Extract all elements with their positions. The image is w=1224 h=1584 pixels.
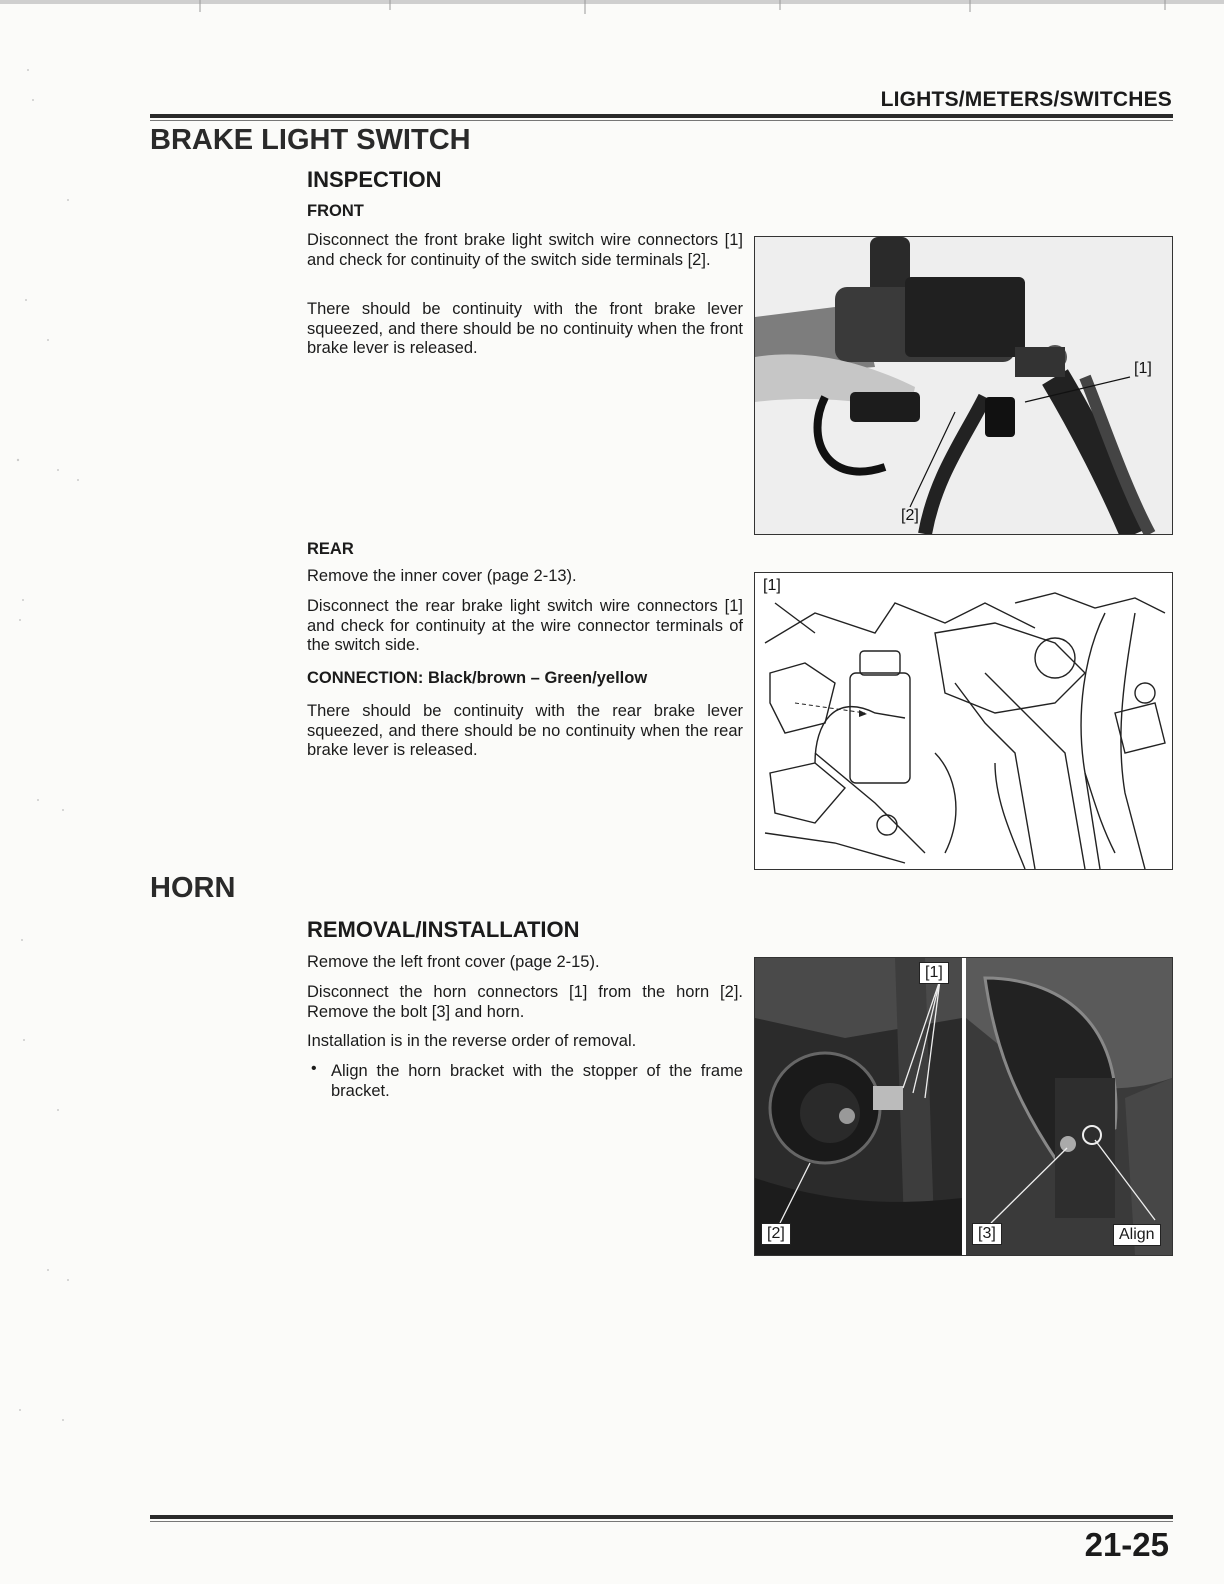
horn-title: HORN	[150, 872, 236, 904]
front-heading: FRONT	[307, 202, 364, 220]
rear-fig-callout-1: [1]	[763, 577, 781, 594]
page-number: 21-25	[1084, 1526, 1169, 1563]
horn-figure	[754, 957, 1173, 1256]
removal-installation-heading: REMOVAL/INSTALLATION	[307, 917, 580, 942]
horn-fig-callout-align: Align	[1113, 1224, 1161, 1246]
rear-brake-switch-drawing	[755, 573, 1172, 869]
horn-photos	[755, 958, 1172, 1255]
bullet-dot-icon: •	[311, 1060, 317, 1077]
inspection-heading: INSPECTION	[307, 167, 442, 192]
scan-top-edge	[0, 0, 1224, 16]
horn-paragraph-1: Remove the left front cover (page 2-15).	[307, 953, 600, 971]
front-brake-switch-photo	[755, 237, 1172, 534]
brake-light-switch-title: BRAKE LIGHT SWITCH	[150, 124, 471, 156]
header-rule-thin	[150, 120, 1173, 121]
rear-connection: CONNECTION: Black/brown – Green/yellow	[307, 669, 648, 687]
horn-fig-callout-3: [3]	[972, 1223, 1002, 1245]
horn-paragraph-3: Installation is in the reverse order of removal.	[307, 1032, 637, 1050]
header-rule	[150, 114, 1173, 118]
rear-paragraph-1: Remove the inner cover (page 2-13).	[307, 567, 577, 585]
horn-paragraph-2: Disconnect the horn connectors [1] from the horn [2]. Remove the bolt [3] and horn.	[307, 983, 743, 1021]
rear-brake-switch-figure	[754, 572, 1173, 870]
horn-bullet-text: Align the horn bracket with the stopper of the frame bracket.	[331, 1062, 743, 1100]
footer-rule	[150, 1515, 1173, 1519]
rear-paragraph-2: Disconnect the rear brake light switch wire connectors [1] and check for continuity at the wire connector terminals of the switch side.	[307, 597, 743, 654]
front-fig-callout-1: [1]	[1134, 360, 1152, 377]
horn-fig-callout-2: [2]	[761, 1223, 791, 1245]
front-brake-switch-figure	[754, 236, 1173, 535]
rear-heading: REAR	[307, 540, 354, 558]
front-paragraph-2: There should be continuity with the front brake lever squeezed, and there should be no continuity when the front brake lever is released.	[307, 300, 743, 357]
scan-left-margin-noise	[8, 40, 88, 1540]
front-paragraph-1: Disconnect the front brake light switch wire connectors [1] and check for continuity of the switch side terminals [2].	[307, 231, 743, 269]
footer-rule-thin	[150, 1521, 1173, 1522]
horn-fig-callout-1: [1]	[919, 962, 949, 984]
rear-paragraph-3: There should be continuity with the rear brake lever squeezed, and there should be no continuity when the rear brake lever is released.	[307, 702, 743, 759]
front-fig-callout-2: [2]	[901, 507, 919, 524]
section-header: LIGHTS/METERS/SWITCHES	[880, 88, 1172, 111]
